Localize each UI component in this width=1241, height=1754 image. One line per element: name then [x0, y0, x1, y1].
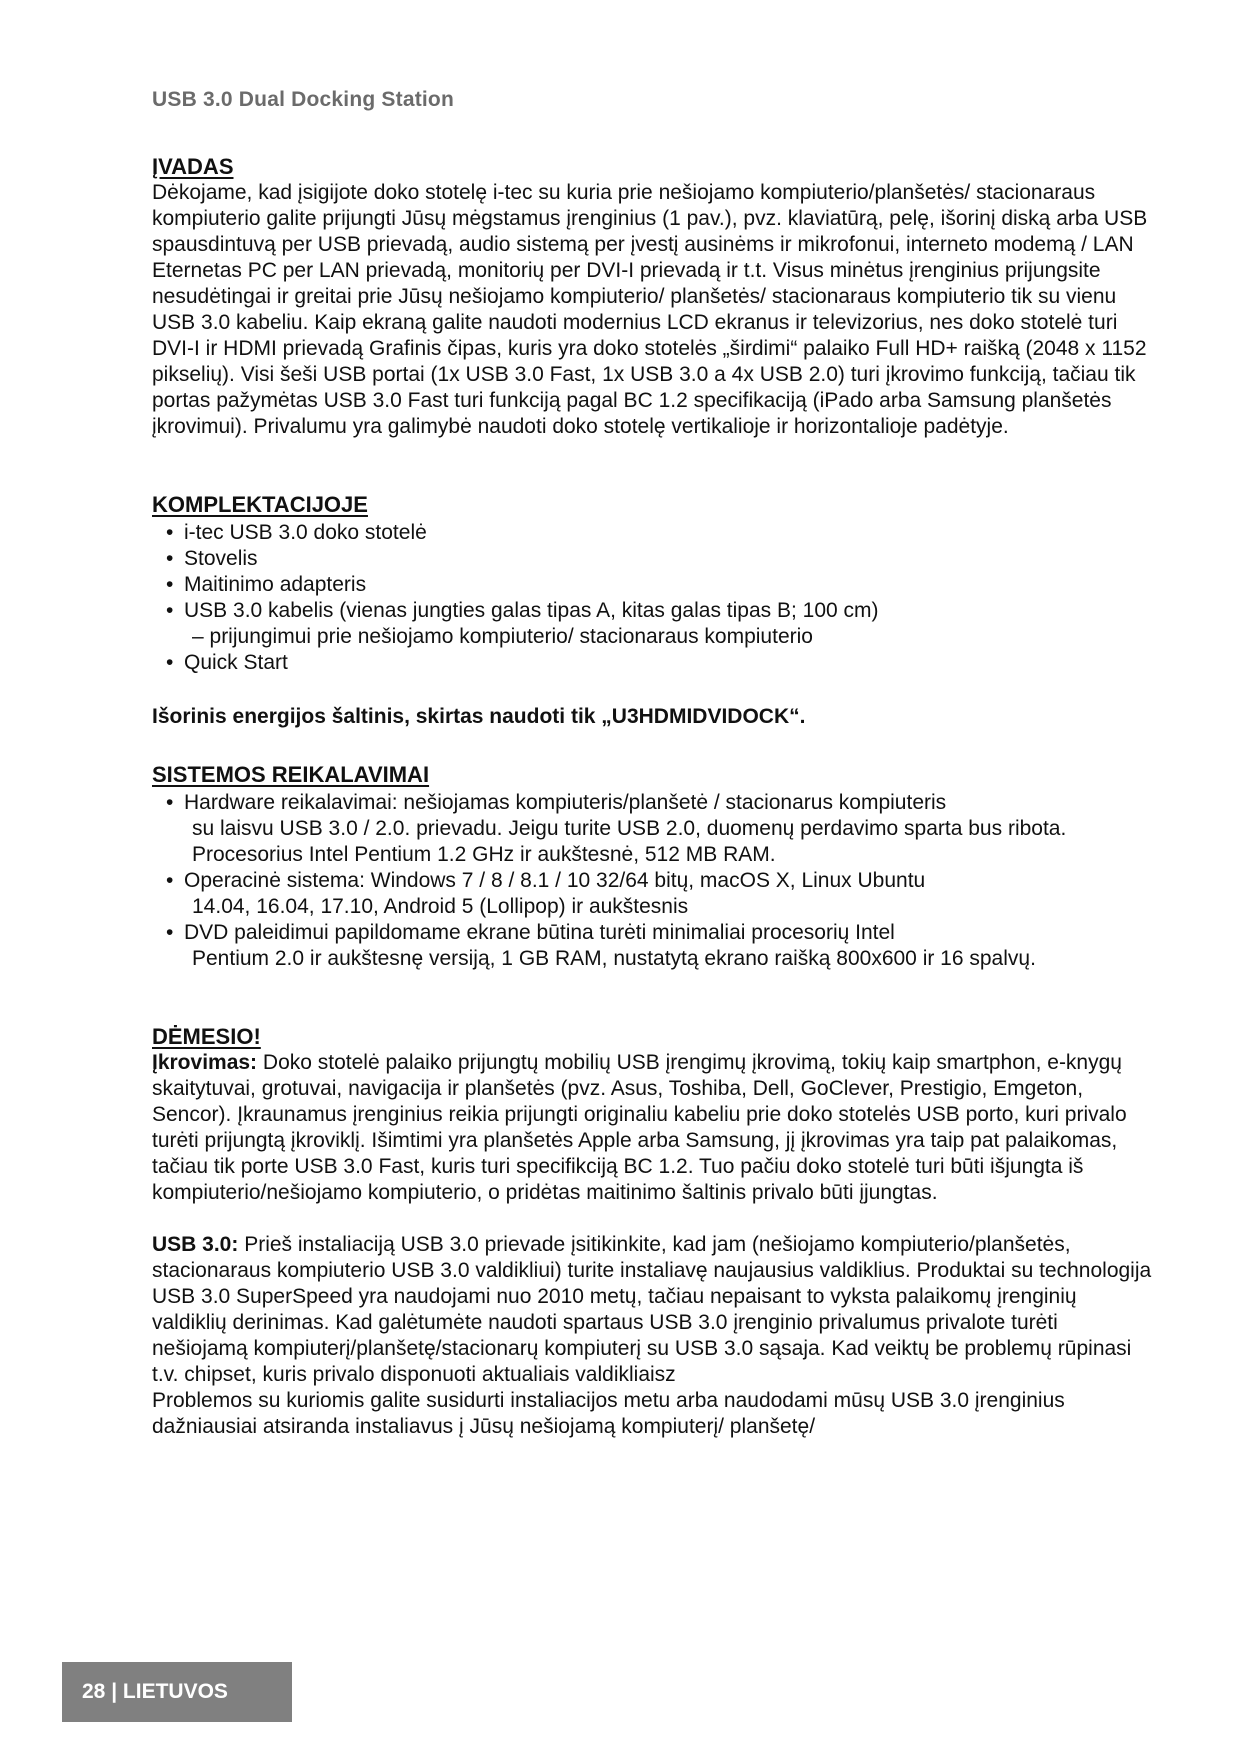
intro-text: Dėkojame, kad įsigijote doko stotelę i-tec su kuria prie nešiojamo kompiuterio/planšetės/ stacionaraus kompiuterio galite prijungti Jūsų mėgstamus įrenginius (1 pav.), pvz. klaviatūrą, pelę, išorinį diską arba USB spausdintuvą per USB prievadą, audio sistemą per įvestį ausinėms ir mikrofonui, interneto modemą / LAN Eternetas PC per LAN prievadą, monitorių per DVI-I prievadą ir t.t. Visus minėtus įrenginius prijungsite nesudėtingai ir greitai prie Jūsų nešiojamo kompiuterio/ planšetės/ stacionaraus kompiuterio tik su vienu USB 3.0 kabeliu. Kaip ekraną galite naudoti modernius LCD ekranus ir televizorius, nes doko stotelė turi DVI-I ir HDMI prievadą Grafinis čipas, kuris yra doko stotelės „širdimi“ palaiko Full HD+ raišką (2048 x 1152 pikselių). Visi šeši USB portai (1x USB 3.0 Fast, 1x USB 3.0 a 4x USB 2.0) turi įkrovimo funkciją, tačiau tik portas pažymėtas USB 3.0 Fast turi funkciją pagal BC 1.2 specifikaciją (iPado arba Samsung planšetės įkrovimui). Privalumu yra galimybė naudoti doko stotelę vertikalioje ir horizontalioje padėtyje. [152, 181, 1148, 438]
bullet-icon: • [166, 921, 174, 944]
bullet-icon: • [166, 547, 174, 570]
bullet-icon: • [166, 599, 174, 622]
page-footer-label: 28 | LIETUVOS [62, 1662, 292, 1722]
charging-label: Įkrovimas: [152, 1051, 258, 1074]
list-item-subtext: Pentium 2.0 ir aukštesnę versiją, 1 GB RAM, nustatytą ekrano raišką 800x600 ir 16 spalvų. [192, 947, 1036, 970]
intro-title: ĮVADAS [152, 154, 234, 179]
list-item [162, 868, 1152, 920]
list-item-text: i-tec USB 3.0 doko stotelė [184, 521, 427, 544]
document-header-title: USB 3.0 Dual Docking Station [152, 88, 454, 111]
list-item [162, 520, 1152, 546]
charging-paragraph [152, 1050, 1152, 1206]
list-item-text: Stovelis [184, 547, 258, 570]
package-title: KOMPLEKTACIJOJE [152, 492, 368, 517]
list-item [162, 920, 1152, 972]
power-supply-note: Išorinis energijos šaltinis, skirtas naudoti tik „U3HDMIDVIDOCK“. [152, 705, 806, 728]
bullet-icon: • [166, 791, 174, 814]
list-item-subtext: 14.04, 16.04, 17.10, Android 5 (Lollipop) ir aukštesnis [192, 895, 689, 918]
usb3-label: USB 3.0: [152, 1233, 239, 1256]
list-item-text: USB 3.0 kabelis (vienas jungties galas tipas A, kitas galas tipas B; 100 cm) [184, 599, 879, 622]
list-item-text: Maitinimo adapteris [184, 573, 367, 596]
list-item-subtext: su laisvu USB 3.0 / 2.0. prievadu. Jeigu turite USB 2.0, duomenų perdavimo sparta bus ribota. Procesorius Intel Pentium 1.2 GHz ir aukštesnė, 512 MB RAM. [192, 817, 1067, 866]
list-item-text: DVD paleidimui papildomame ekrane būtina turėti minimaliai procesorių Intel [184, 921, 895, 944]
requirements-title: SISTEMOS REIKALAVIMAI [152, 762, 430, 787]
bullet-icon: • [166, 573, 174, 596]
package-section [152, 492, 1152, 730]
bullet-icon: • [166, 521, 174, 544]
list-item-text: Operacinė sistema: Windows 7 / 8 / 8.1 / 10 32/64 bitų, macOS X, Linux Ubuntu [184, 869, 926, 892]
requirements-list [152, 790, 1152, 972]
document-page [152, 88, 1152, 1440]
package-list [152, 520, 1152, 676]
usb3-text: Prieš instaliaciją USB 3.0 prievade įsitikinkite, kad jam (nešiojamo kompiuterio/planšetės, stacionaraus kompiuterio USB 3.0 valdikliui) turite instaliavę naujausius valdiklius. Produktai su technologija USB 3.0 SuperSpeed yra naudojami nuo 2010 metų, tačiau nepaisant to vyksta palaikomų įrenginių valdiklių derinimas. Kad galėtumėte naudoti spartaus USB 3.0 įrenginio privalumus privalote turėti nešiojamą kompiuterį/planšetę/stacionarų kompiuterį su USB 3.0 sąsaja. Kad veiktų be problemų rūpinasi t.v. chipset, kuris privalo disponuoti aktualiais valdikliaisz [152, 1233, 1152, 1386]
list-item [162, 598, 1152, 650]
bullet-icon: • [166, 651, 174, 674]
attention-title: DĖMESIO! [152, 1024, 261, 1049]
list-item [162, 546, 1152, 572]
bullet-icon: • [166, 869, 174, 892]
attention-section [152, 1024, 1152, 1440]
requirements-section [152, 762, 1152, 972]
problems-paragraph: Problemos su kuriomis galite susidurti instaliacijos metu arba naudodami mūsų USB 3.0 įrenginius dažniausiai atsiranda instaliavus į Jūsų nešiojamą kompiuterį/ planšetę/ [152, 1389, 1065, 1438]
usb3-paragraph [152, 1232, 1152, 1388]
list-item [162, 790, 1152, 868]
list-item-subtext: – prijungimui prie nešiojamo kompiuterio/ stacionaraus kompiuterio [192, 625, 813, 648]
list-item-text: Quick Start [184, 651, 288, 674]
list-item [162, 650, 1152, 676]
list-item [162, 572, 1152, 598]
list-item-text: Hardware reikalavimai: nešiojamas kompiuteris/planšetė / stacionarus kompiuteris [184, 791, 947, 814]
charging-text: Doko stotelė palaiko prijungtų mobilių USB įrengimų įkrovimą, tokių kaip smartphon, e-knygų skaitytuvai, grotuvai, navigacija ir planšetės (pvz. Asus, Toshiba, Dell, GoClever, Prestigio, Emgeton, Sencor). Įkraunamus įrenginius reikia prijungti originaliu kabeliu prie doko stotelės USB porto, kuri privalo turėti prijungtą įkroviklį. Išimtimi yra planšetės Apple arba Samsung, jį įkrovimas yra taip pat palaikomas, tačiau tik porte USB 3.0 Fast, kuris turi specifikciją BC 1.2. Tuo pačiu doko stotelė turi būti išjungta iš kompiuterio/nešiojamo kompiuterio, o pridėtas maitinimo šaltinis privalo būti įjungtas. [152, 1051, 1127, 1204]
intro-section [152, 154, 1152, 440]
